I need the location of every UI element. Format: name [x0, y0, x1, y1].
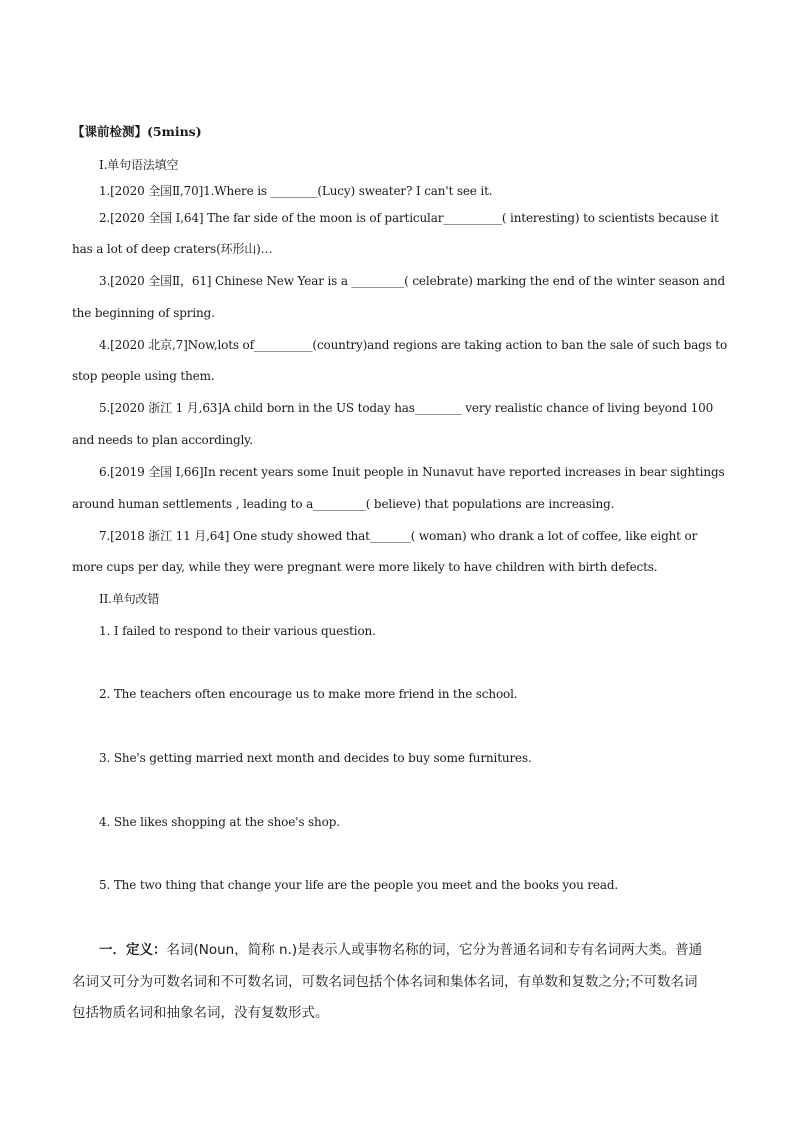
correction-item-4: 4. She likes shopping at the shoe's shop.	[99, 815, 340, 829]
fill-blank-item-7-cont: more cups per day, while they were pregnant were more likely to have children with birth defects.	[72, 560, 658, 574]
fill-blank-item-5-cont: and needs to plan accordingly.	[72, 433, 253, 447]
fill-blank-item-7: 7.[2018 浙江 11 月,64] One study showed that_______( woman) who drank a lot of coffee, like eight or	[99, 529, 698, 543]
definition-text-1: 名词(Noun，简称 n.)是表示人或事物名称的词，它分为普通名词和专有名词两大类。普通	[166, 942, 703, 958]
fill-blank-item-1: 1.[2020 全国Ⅱ,70]1.Where is ________(Lucy) sweater? I can't see it.	[99, 184, 493, 198]
correction-item-2: 2. The teachers often encourage us to make more friend in the school.	[99, 687, 518, 701]
fill-blank-item-6: 6.[2019 全国 I,66]In recent years some Inuit people in Nunavut have reported increases in bear sightings	[99, 465, 725, 479]
correction-item-3: 3. She's getting married next month and decides to buy some furnitures.	[99, 751, 532, 765]
definition-line-3: 包括物质名词和抽象名词，没有复数形式。	[72, 1005, 329, 1021]
section2-title: II.单句改错	[99, 592, 160, 606]
fill-blank-item-3: 3.[2020 全国Ⅱ，61] Chinese New Year is a _________( celebrate) marking the end of the winter season and	[99, 274, 726, 288]
fill-blank-item-5: 5.[2020 浙江 1 月,63]A child born in the US today has________ very realistic chance of living beyond 100	[99, 401, 714, 415]
correction-item-5: 5. The two thing that change your life are the people you meet and the books you read.	[99, 878, 619, 892]
correction-item-1: 1. I failed to respond to their various question.	[99, 624, 376, 638]
fill-blank-item-4: 4.[2020 北京,7]Now,lots of__________(country)and regions are taking action to ban the sale of such bags to	[99, 338, 728, 352]
fill-blank-item-4-cont: stop people using them.	[72, 369, 215, 383]
fill-blank-item-2-cont: has a lot of deep craters(环形山)…	[72, 242, 273, 256]
definition-line-2: 名词又可分为可数名词和不可数名词，可数名词包括个体名词和集体名词，有单数和复数之分;不可数名词	[72, 974, 698, 990]
fill-blank-item-2: 2.[2020 全国 I,64] The far side of the moon is of particular__________( interesting) to scientists because it	[99, 211, 719, 225]
section1-title: I.单句语法填空	[99, 158, 179, 172]
fill-blank-item-3-cont: the beginning of spring.	[72, 306, 215, 320]
section-heading: 【课前检测】(5mins)	[72, 124, 202, 139]
definition-label: 一．定义：	[99, 942, 167, 958]
definition-line-1	[99, 941, 722, 959]
fill-blank-item-6-cont: around human settlements , leading to a_________( believe) that populations are increasing.	[72, 497, 615, 511]
